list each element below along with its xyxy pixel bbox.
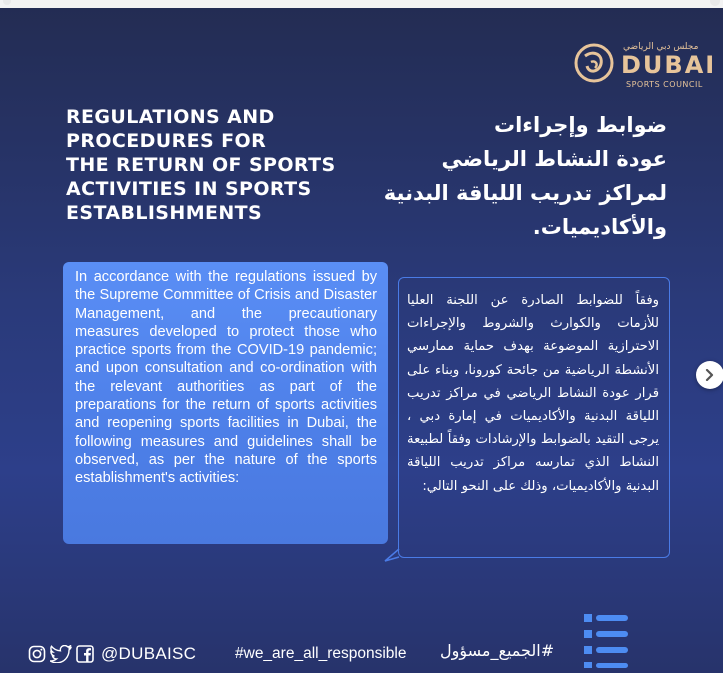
speech-bubble-tail [384, 547, 400, 561]
logo-emblem-icon [573, 42, 615, 88]
twitter-icon [50, 645, 72, 667]
social-handle: @DUBAISC [101, 644, 197, 663]
top-strip [0, 0, 723, 8]
arabic-title-line: ضوابط وإجراءات [493, 113, 667, 137]
english-text-box [63, 262, 388, 544]
english-title-line: THE RETURN OF SPORTS [66, 154, 336, 176]
english-title-line: ESTABLISHMENTS [66, 202, 263, 224]
english-title [66, 105, 366, 225]
list-icon [582, 610, 630, 672]
hashtag-english: #we_are_all_responsible [235, 645, 407, 662]
logo-arabic-text: مجلس دبي الرياضي [623, 42, 699, 52]
logo-dubai-text: DUBAI [621, 51, 717, 79]
arabic-title-line: لمراكز تدريب اللياقة البدنية [383, 181, 667, 205]
carousel-next-button[interactable] [696, 361, 723, 389]
hashtag-arabic: #الجميع_مسؤول [440, 641, 555, 660]
arabic-text-box [398, 277, 670, 558]
logo-council-text: SPORTS COUNCIL [626, 80, 703, 89]
arabic-body-text: وفقاً للضوابط الصادرة عن اللجنة العليا للأزمات والكوارث والشروط والإجراءات الاحترازية الموضوعة بهدف حماية ممارسي الأنشطة الرياضية من جائحة كورونا، وبناء على قرار عودة النشاط الرياضي في مراكز تدريب اللياقة البدنية والأكاديميات في إمارة دبي ، يرجى التقيد بالضوابط والإرشادات وفقاً لطبيعة النشاط الذي تمارسه مراكز تدريب اللياقة البدنية والأكاديميات، وذلك على النحو التالي: [407, 293, 659, 494]
english-title-line: REGULATIONS AND [66, 106, 275, 128]
instagram-icon [28, 645, 46, 667]
dubai-sports-council-logo [573, 22, 717, 89]
english-title-line: PROCEDURES FOR [66, 130, 267, 152]
chevron-right-icon [705, 369, 715, 381]
facebook-icon [76, 645, 94, 667]
arabic-title-line: عودة النشاط الرياضي [441, 147, 667, 171]
english-body-text: In accordance with the regulations issued by the Supreme Committee of Crisis and Disaster Management, and the precautionary measures developed to protect those who practice sports from the COVID-19 pandemic; and upon consultation and co-ordination with the relevant authorities as part of the preparations for the return of sports activities and reopening sports facilities in Dubai, the following measures and guidelines shall be observed, as per the nature of the sports establishment's activities: [75, 269, 377, 487]
top-strip-bar [0, 0, 723, 8]
english-title-line: ACTIVITIES IN SPORTS [66, 178, 312, 200]
arabic-title-line: والأكاديميات. [532, 215, 667, 239]
arabic-title [337, 108, 667, 244]
